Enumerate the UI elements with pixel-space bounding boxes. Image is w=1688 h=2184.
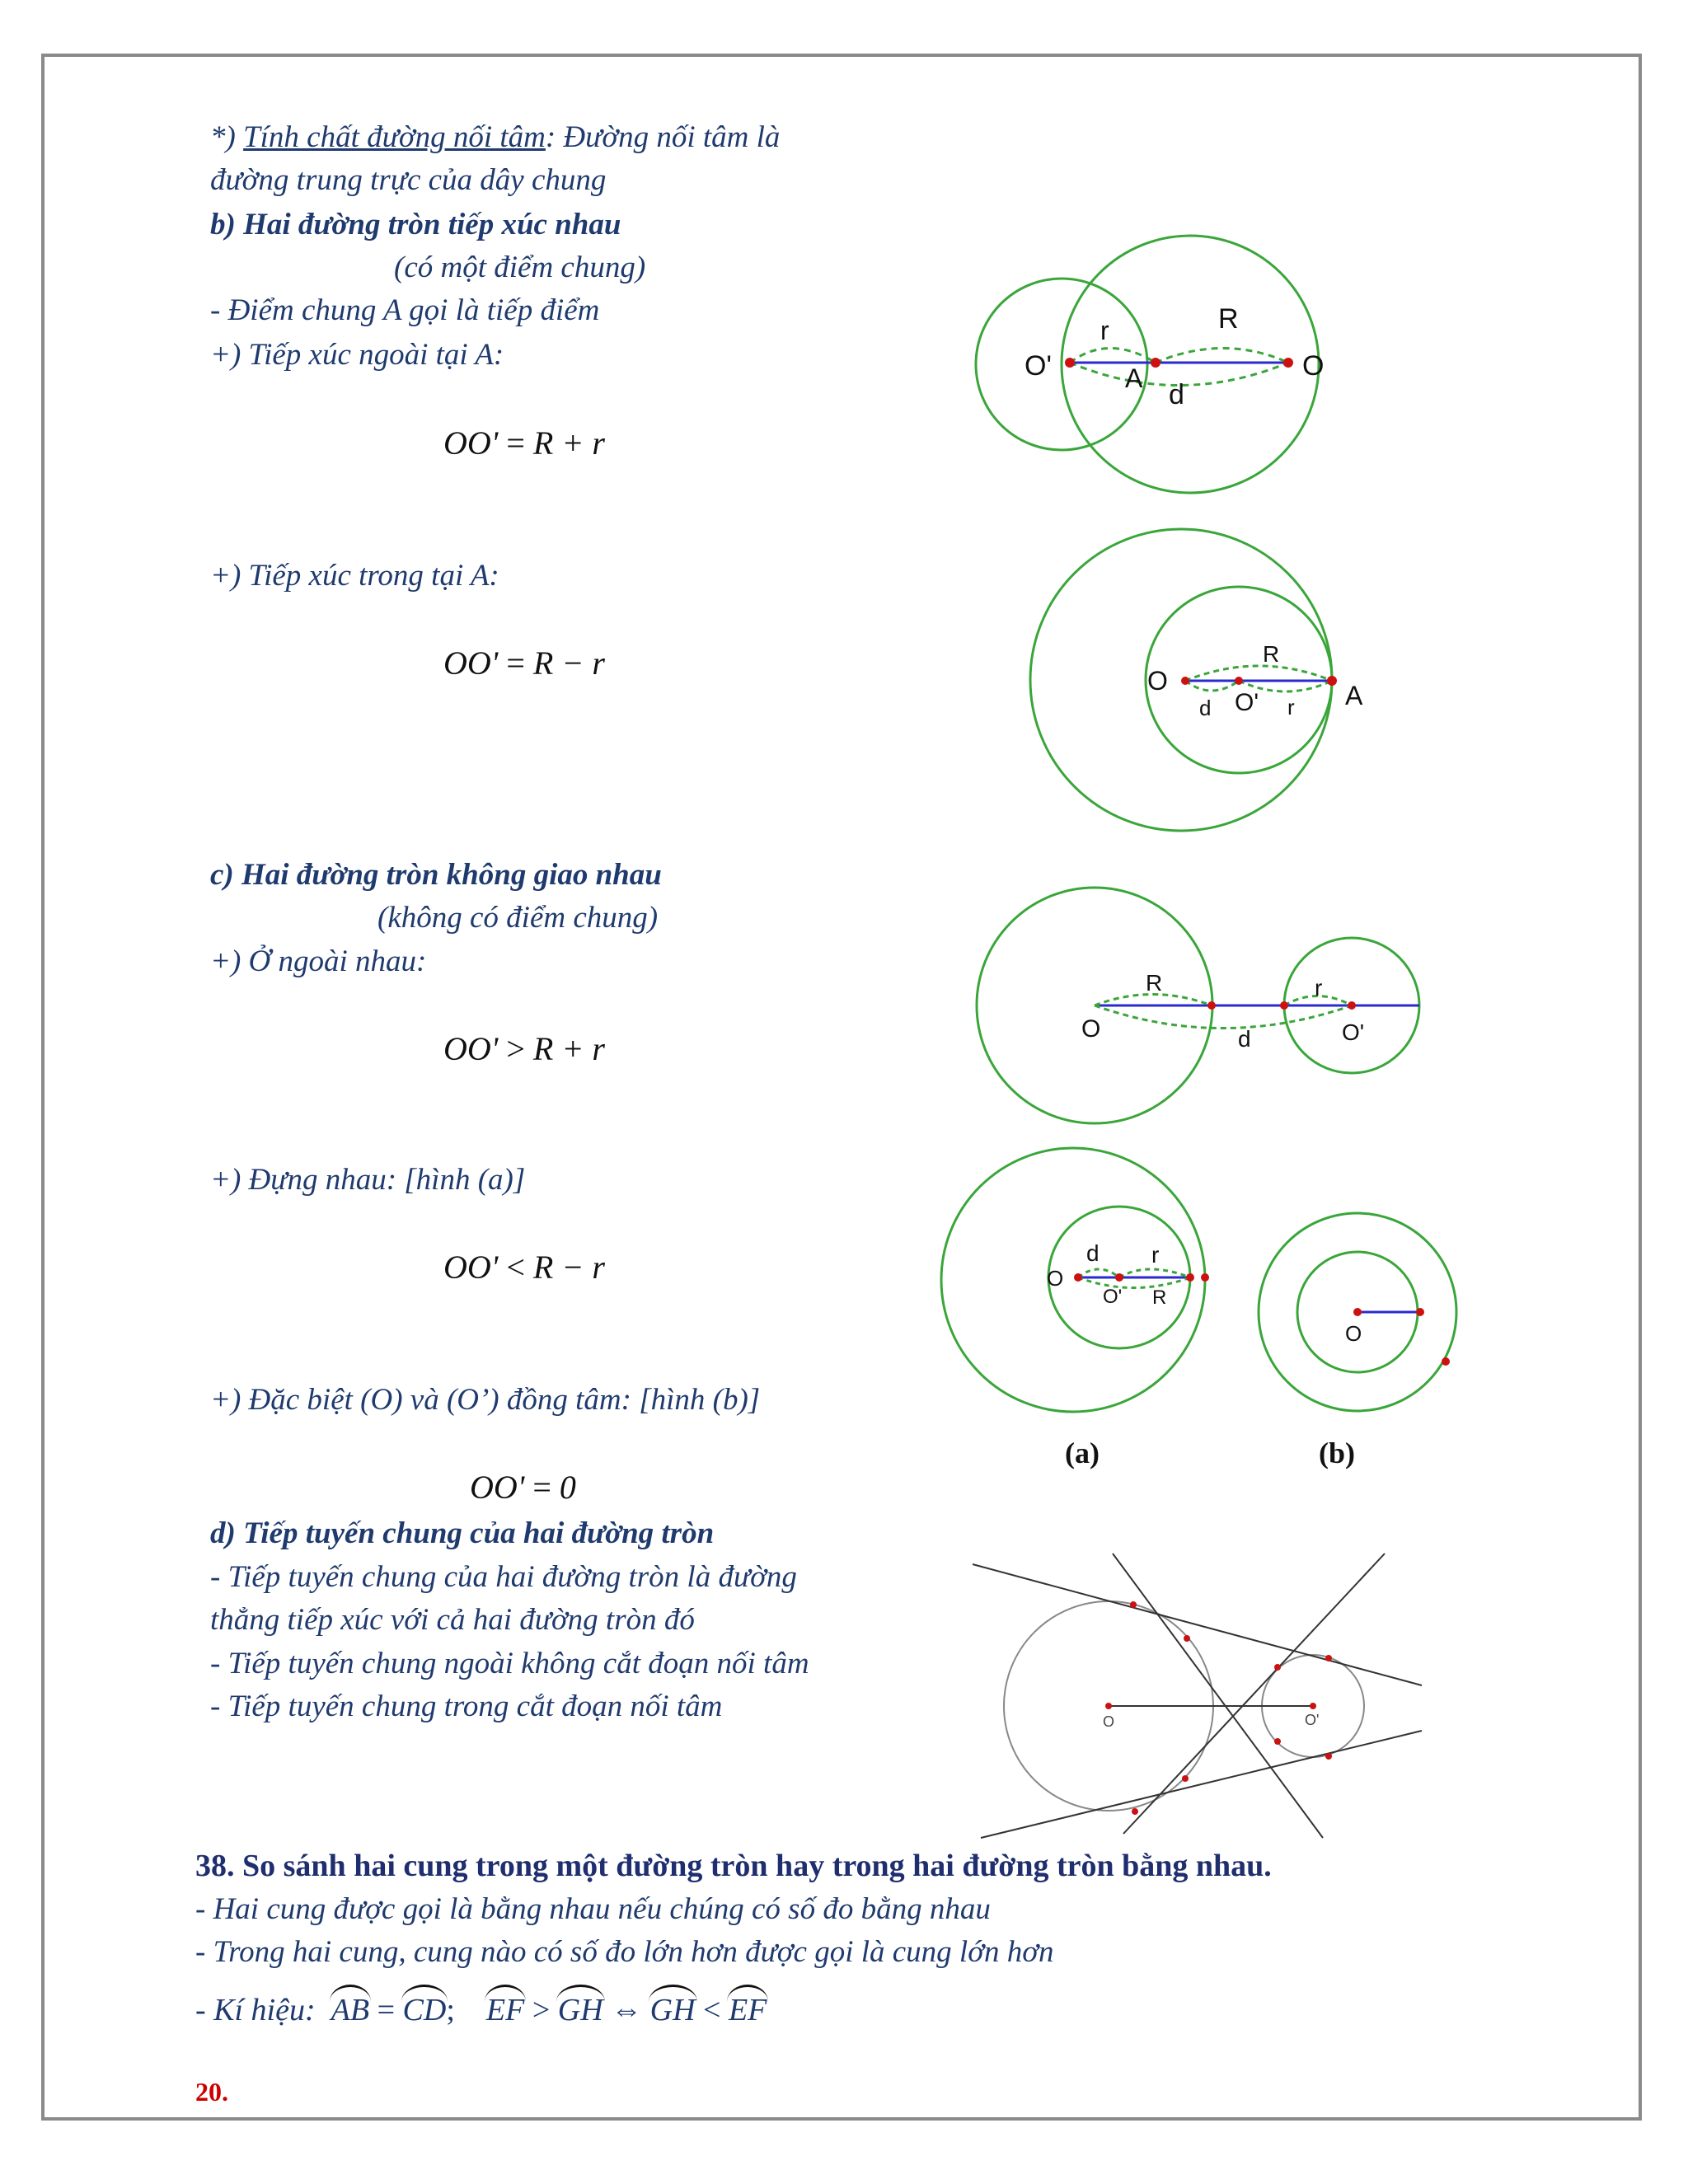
section-38-line-1: - Hai cung được gọi là bằng nhau nếu chúng có số đo bằng nhau bbox=[195, 1892, 991, 1926]
R-arc bbox=[1185, 666, 1332, 681]
center-o-prime bbox=[1310, 1703, 1316, 1709]
d-arc bbox=[1095, 1005, 1352, 1029]
arc-cd: CD bbox=[402, 1993, 447, 2027]
arc-notation: - Kí hiệu: AB = CD; EF > GH ⇔ GH < EF bbox=[195, 1993, 767, 2027]
label-o-prime: O' bbox=[1342, 1019, 1365, 1045]
label-r: r bbox=[1151, 1242, 1160, 1268]
point-a bbox=[1151, 358, 1160, 368]
caption-b: (b) bbox=[1319, 1436, 1355, 1469]
concentric-circles-figure-b bbox=[1257, 1195, 1463, 1401]
concentric-label: +) Đặc biệt (O) và (O’) đồng tâm: [hình (b)] bbox=[210, 1383, 761, 1417]
external-tangent-bottom bbox=[981, 1731, 1422, 1838]
point-a bbox=[1327, 676, 1337, 686]
inside-label: +) Đựng nhau: [hình (a)] bbox=[210, 1163, 526, 1197]
R-arc bbox=[1156, 349, 1288, 363]
label-r: r bbox=[1100, 316, 1109, 345]
section-d-line-1: - Tiếp tuyến chung của hai đường tròn là đường bbox=[210, 1560, 797, 1594]
center-o bbox=[1105, 1703, 1112, 1709]
label-a: A bbox=[1125, 363, 1143, 393]
arc-gh-2: GH bbox=[649, 1993, 696, 2027]
property-line-1: *) Tính chất đường nối tâm: Đường nối tâm là bbox=[210, 120, 781, 154]
label-o-prime: O' bbox=[1305, 1712, 1320, 1728]
concentric-formula: OO' = 0 bbox=[470, 1469, 576, 1506]
point-o-prime bbox=[1348, 1001, 1356, 1010]
label-o: O bbox=[1302, 350, 1325, 382]
label-a: A bbox=[1345, 681, 1363, 710]
point-large-edge bbox=[1207, 1001, 1216, 1010]
tangent-point bbox=[1274, 1664, 1281, 1671]
tangent-point bbox=[1325, 1655, 1332, 1661]
section-c-heading: c) Hai đường tròn không giao nhau bbox=[210, 858, 662, 892]
label-R: R bbox=[1218, 303, 1239, 335]
nested-circles-figure-a bbox=[940, 1146, 1220, 1418]
label-o-prime: O' bbox=[1235, 689, 1259, 716]
circle-large bbox=[941, 1148, 1205, 1412]
external-tangent-formula: OO' = R + r bbox=[443, 424, 605, 462]
r-arc bbox=[1070, 349, 1156, 363]
label-r: r bbox=[1315, 975, 1323, 1001]
tangent-point bbox=[1132, 1808, 1138, 1815]
tangent-point bbox=[1184, 1635, 1190, 1642]
label-R: R bbox=[1146, 970, 1163, 996]
label-d: d bbox=[1199, 696, 1212, 720]
section-38-heading: 38. So sánh hai cung trong một đường tròn hay trong hai đường tròn bằng nhau. bbox=[195, 1849, 1272, 1883]
section-c-subheading: (không có điểm chung) bbox=[377, 901, 659, 935]
point-o bbox=[1181, 677, 1189, 685]
label-d: d bbox=[1238, 1026, 1251, 1052]
internal-tangent-2 bbox=[1123, 1554, 1385, 1834]
point-large-edge bbox=[1442, 1357, 1450, 1366]
section-38-line-2: - Trong hai cung, cung nào có số đo lớn hơn được gọi là cung lớn hơn bbox=[195, 1935, 1054, 1969]
outside-label: +) Ở ngoài nhau: bbox=[210, 944, 427, 978]
internal-tangent-1 bbox=[1113, 1554, 1323, 1838]
internal-tangent-label: +) Tiếp xúc trong tại A: bbox=[210, 559, 499, 593]
d-arc bbox=[1185, 681, 1239, 691]
label-R: R bbox=[1263, 641, 1280, 667]
label-o-prime: O' bbox=[1025, 350, 1052, 382]
inside-formula: OO' < R − r bbox=[443, 1249, 605, 1286]
label-o: O bbox=[1047, 1266, 1064, 1291]
arc-ef: EF bbox=[485, 1993, 525, 2027]
tangent-point bbox=[1130, 1601, 1137, 1608]
internal-tangent-figure bbox=[1030, 527, 1393, 832]
label-o: O bbox=[1081, 1015, 1101, 1043]
R-arc bbox=[1095, 995, 1212, 1006]
point-large-edge bbox=[1201, 1273, 1209, 1282]
label-o-prime: O' bbox=[1103, 1286, 1123, 1308]
point-o-prime bbox=[1235, 677, 1243, 685]
circle-large bbox=[1062, 236, 1319, 493]
point-o bbox=[1283, 358, 1293, 368]
point-small-edge bbox=[1280, 1001, 1288, 1010]
label-r: r bbox=[1287, 695, 1295, 719]
section-d-line-2: thẳng tiếp xúc với cả hai đường tròn đó bbox=[210, 1603, 695, 1637]
common-tangents-figure bbox=[973, 1554, 1426, 1838]
point-o-prime bbox=[1115, 1273, 1123, 1282]
arc-ab: AB bbox=[331, 1993, 370, 2027]
label-d: d bbox=[1169, 379, 1184, 410]
section-d-line-4: - Tiếp tuyến chung trong cắt đoạn nối tâm bbox=[210, 1690, 723, 1723]
point-o bbox=[1353, 1308, 1362, 1316]
label-o: O bbox=[1345, 1321, 1362, 1346]
tangent-point bbox=[1182, 1775, 1189, 1782]
point-small-edge bbox=[1416, 1308, 1424, 1316]
tangent-point-line: - Điểm chung A gọi là tiếp điểm bbox=[210, 293, 600, 327]
tangent-point bbox=[1325, 1753, 1332, 1760]
R-arc bbox=[1078, 1277, 1190, 1288]
section-d-line-3: - Tiếp tuyến chung ngoài không cắt đoạn nối tâm bbox=[210, 1647, 809, 1680]
label-d: d bbox=[1086, 1240, 1100, 1266]
outside-formula: OO' > R + r bbox=[443, 1030, 605, 1067]
arc-ef-2: EF bbox=[728, 1993, 767, 2027]
page-number: 20. bbox=[195, 2077, 228, 2107]
section-b-subheading: (có một điểm chung) bbox=[394, 251, 646, 284]
caption-a: (a) bbox=[1065, 1436, 1100, 1469]
external-tangent-label: +) Tiếp xúc ngoài tại A: bbox=[210, 338, 504, 372]
label-o: O bbox=[1147, 666, 1168, 696]
tangent-point bbox=[1274, 1738, 1281, 1745]
label-o: O bbox=[1103, 1713, 1115, 1730]
section-d-heading: d) Tiếp tuyến chung của hai đường tròn bbox=[210, 1516, 715, 1550]
point-o-prime bbox=[1065, 358, 1075, 368]
section-b-heading: b) Hai đường tròn tiếp xúc nhau bbox=[210, 208, 621, 241]
internal-tangent-formula: OO' = R − r bbox=[443, 644, 605, 682]
point-o bbox=[1074, 1273, 1082, 1282]
outside-circles-figure bbox=[973, 886, 1422, 1125]
property-line-2: đường trung trực của dây chung bbox=[210, 163, 607, 197]
point-small-edge bbox=[1186, 1273, 1194, 1282]
external-tangent-figure bbox=[977, 231, 1434, 503]
label-R: R bbox=[1152, 1286, 1167, 1309]
arc-gh: GH bbox=[557, 1993, 603, 2027]
